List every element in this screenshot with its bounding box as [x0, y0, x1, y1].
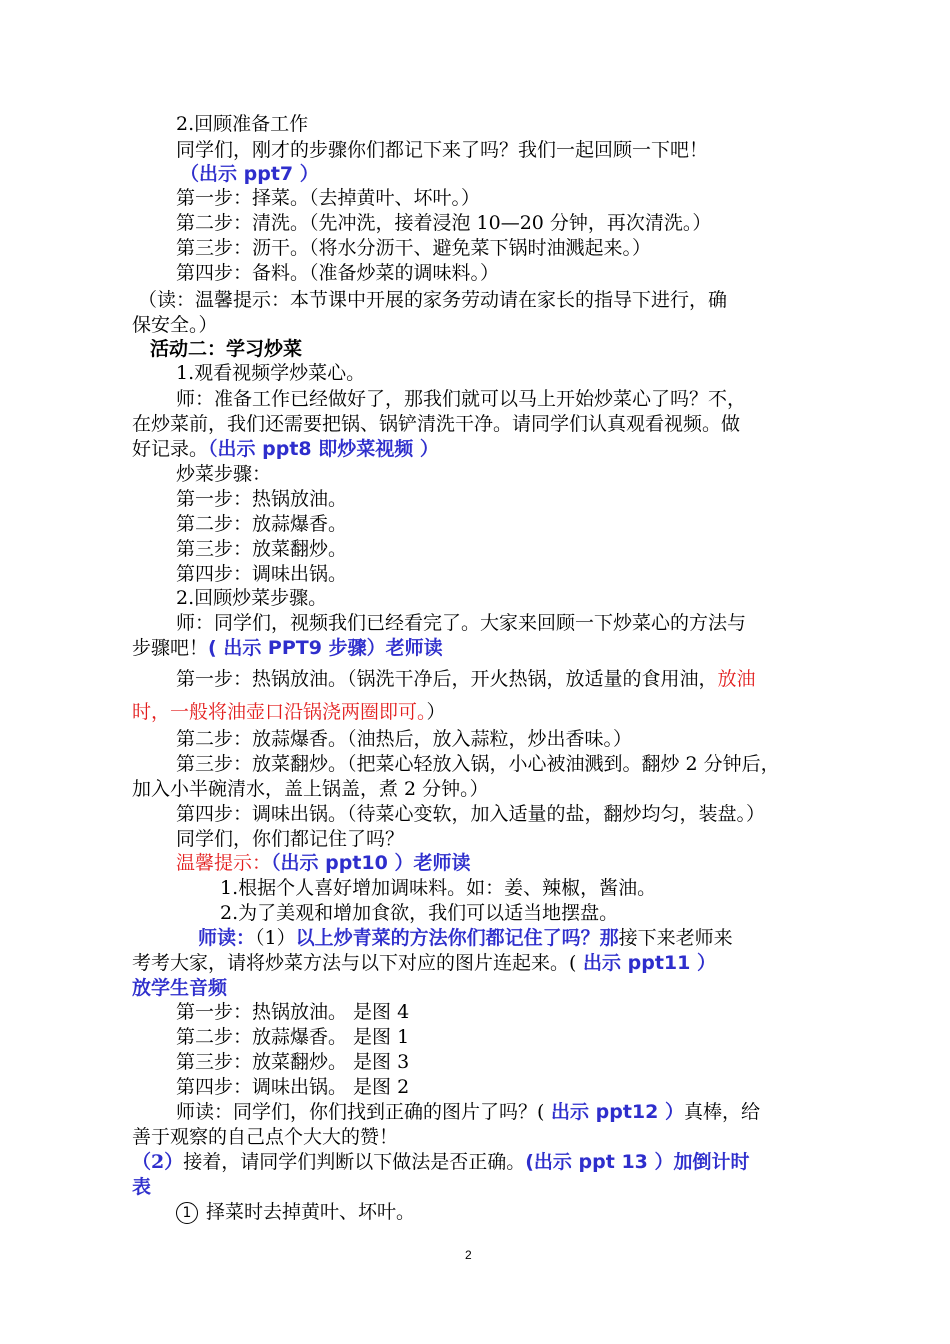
text-line	[176, 1100, 760, 1124]
text-line: 表	[132, 1176, 152, 1198]
page-number: 2	[465, 1248, 472, 1262]
text-span: 考考大家，请将炒菜方法与以下对应的图片连起来。(	[132, 952, 577, 974]
text-span: 师读：同学们，你们找到正确的图片了吗？(	[176, 1101, 545, 1123]
text-line: 同学们，你们都记住了吗？	[176, 828, 405, 850]
text-span: 步骤吧！	[132, 637, 209, 659]
text-span: 择菜时去掉黄叶、坏叶。	[206, 1201, 416, 1223]
text-line	[198, 926, 733, 950]
text-span: 以上炒青菜的方法你们都记住了吗？那	[295, 927, 619, 949]
highlight-text: 放油	[717, 668, 756, 690]
match-item-2: 第二步：放蒜爆香。 是图 1	[176, 1026, 410, 1048]
circled-number-icon: 1	[176, 1202, 198, 1224]
text-line: 师：同学们，视频我们已经看完了。大家来回顾一下炒菜心的方法与	[176, 612, 747, 634]
text-span: 真棒，给	[684, 1101, 761, 1123]
detail-step-2: 第二步：放蒜爆香。（油热后，放入蒜粒，炒出香味。）	[176, 728, 633, 750]
prep-step-4: 第四步：备料。（准备炒菜的调味料。）	[176, 262, 500, 284]
text-line: 善于观察的自己点个大大的赞！	[132, 1126, 399, 1148]
match-item-1: 第一步：热锅放油。 是图 4	[176, 1001, 410, 1023]
text-span: 接下来老师来	[618, 927, 733, 949]
prep-step-1: 第一步：择菜。（去掉黄叶、坏叶。）	[176, 187, 481, 209]
judge-item-1	[176, 1200, 415, 1224]
prep-step-2: 第二步：清洗。（先冲洗，接着浸泡 10—20 分钟，再次清洗。）	[176, 212, 712, 234]
tip-label: 温馨提示：	[176, 852, 272, 874]
ppt-cue: （出示 ppt8 即炒菜视频 ）	[208, 438, 439, 460]
audio-cue: 放学生音频	[132, 977, 228, 999]
ppt-cue: 出示 ppt11 ）	[576, 952, 716, 974]
text-span: （2）	[132, 1151, 184, 1173]
text-line: 在炒菜前，我们还需要把锅、锅铲清洗干净。请同学们认真观看视频。做	[132, 413, 741, 435]
safety-tip-cont: 保安全。）	[132, 314, 218, 336]
safety-tip: （读：温馨提示：本节课中开展的家务劳动请在家长的指导下进行，确	[138, 289, 728, 311]
detail-step-4: 第四步：调味出锅。（待菜心变软，加入适量的盐，翻炒均匀，装盘。）	[176, 803, 766, 825]
text-line	[132, 437, 439, 461]
cooking-step-3: 第三步：放菜翻炒。	[176, 538, 348, 560]
match-item-3: 第三步：放菜翻炒。 是图 3	[176, 1051, 410, 1073]
subheading-video: 1.观看视频学炒菜心。	[176, 362, 366, 384]
text-span: 好记录。	[132, 438, 209, 460]
text-span: 第一步：热锅放油。（锅洗干净后，开火热锅，放适量的食用油，	[176, 668, 718, 690]
text-line: 师：准备工作已经做好了，那我们就可以马上开始炒菜心了吗？不，	[176, 388, 747, 410]
activity-two-heading: 活动二：学习炒菜	[150, 338, 303, 360]
ppt-cue: （出示 ppt10 ）老师读	[271, 852, 471, 874]
match-item-4: 第四步：调味出锅。 是图 2	[176, 1076, 410, 1098]
detail-step-3-cont: 加入小半碗清水，盖上锅盖，煮 2 分钟。）	[132, 778, 489, 800]
heading-review-prep: 2.回顾准备工作	[176, 113, 309, 135]
text-span: ）	[426, 701, 446, 723]
tip-item-1: 1.根据个人喜好增加调味料。如：姜、辣椒，酱油。	[220, 877, 657, 899]
text-line	[132, 1150, 750, 1174]
subheading-review-steps: 2.回顾炒菜步骤。	[176, 587, 328, 609]
text-span: 接着，请同学们判断以下做法是否正确。	[183, 1151, 526, 1173]
text-span: （1）	[255, 927, 296, 949]
cooking-steps-label: 炒菜步骤：	[176, 463, 272, 485]
ppt-cue: (出示 ppt 13 ）加倒计时	[525, 1151, 750, 1173]
prep-step-3: 第三步：沥干。（将水分沥干、避免菜下锅时油溅起来。）	[176, 237, 652, 259]
ppt-cue: ( 出示 PPT9 步骤）老师读	[208, 637, 443, 659]
tip-heading	[176, 851, 470, 875]
ppt-cue: （出示 ppt7 ）	[180, 163, 319, 185]
text-line: 同学们，刚才的步骤你们都记下来了吗？我们一起回顾一下吧！	[176, 139, 709, 161]
detail-step-1	[176, 667, 756, 691]
cooking-step-2: 第二步：放蒜爆香。	[176, 513, 348, 535]
tip-item-2: 2.为了美观和增加食欲，我们可以适当地摆盘。	[220, 902, 619, 924]
text-line	[132, 636, 443, 660]
detail-step-1-cont	[132, 700, 446, 724]
text-line	[132, 951, 716, 975]
ppt-cue: 出示 ppt12 ）	[544, 1101, 684, 1123]
cooking-step-1: 第一步：热锅放油。	[176, 488, 348, 510]
detail-step-3: 第三步：放菜翻炒。（把菜心轻放入锅，小心被油溅到。翻炒 2 分钟后，	[176, 753, 780, 775]
cooking-step-4: 第四步：调味出锅。	[176, 563, 348, 585]
highlight-text: 时，一般将油壶口沿锅浇两圈即可。	[132, 701, 427, 723]
text-span: 师读：	[198, 927, 256, 949]
